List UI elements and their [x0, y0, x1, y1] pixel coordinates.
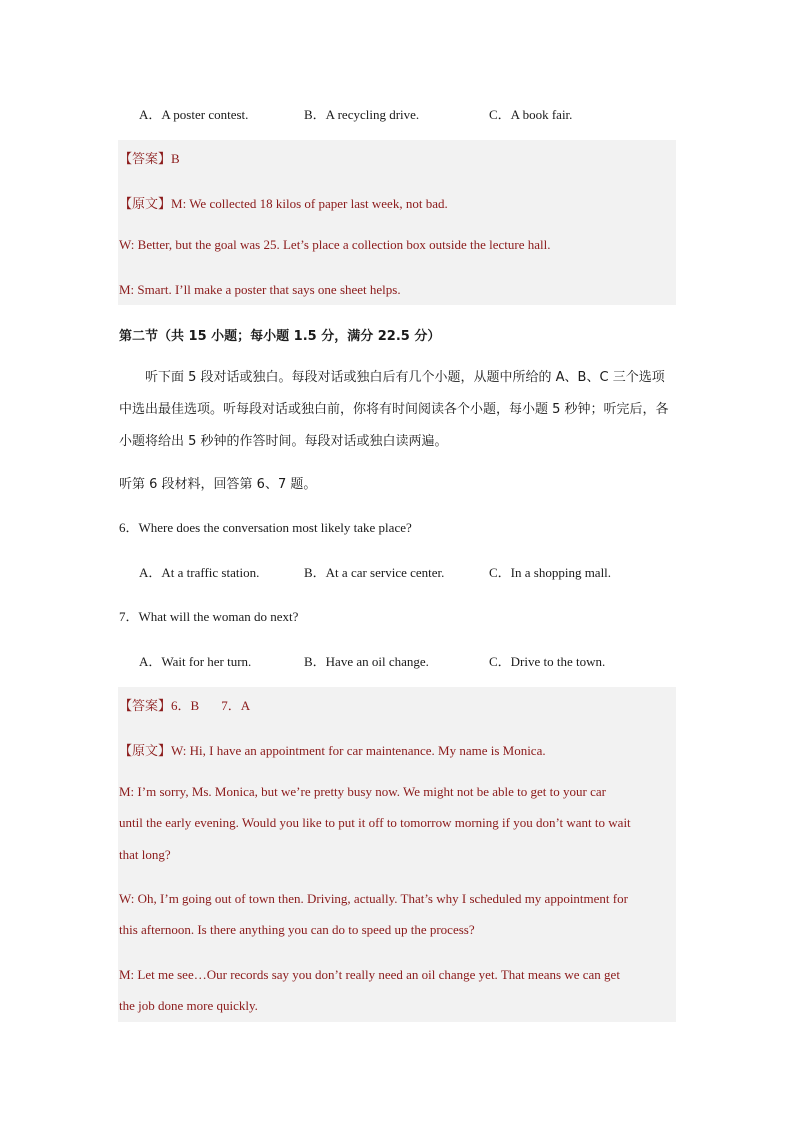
- q7-stem: 7．What will the woman do next?: [119, 609, 299, 624]
- q6-option-c: C．In a shopping mall.: [489, 565, 612, 580]
- script67-line2c: that long?: [119, 847, 171, 862]
- q5-option-a: A．A poster contest.: [139, 107, 249, 122]
- script67-line1: [119, 740, 676, 759]
- answer7-value: 7．A: [221, 698, 251, 713]
- script5-line1: [119, 193, 676, 212]
- script67-line3b: this afternoon. Is there anything you can do to speed up the process?: [119, 922, 475, 937]
- q6-option-b: B．At a car service center.: [304, 565, 445, 580]
- answer-value: B: [171, 151, 180, 166]
- q5-option-c: C．A book fair.: [489, 107, 573, 122]
- script-text: W: Hi, I have an appointment for car maintenance. My name is Monica.: [171, 743, 546, 758]
- material-intro: 听第 6 段材料，回答第 6、7 题。: [119, 477, 317, 492]
- q7-option-c: C．Drive to the town.: [489, 654, 606, 669]
- script-text: M: We collected 18 kilos of paper last week, not bad.: [171, 196, 448, 211]
- section2-heading: 第二节（共 15 小题；每小题 1.5 分，满分 22.5 分）: [119, 329, 441, 344]
- script67-line2b: until the early evening. Would you like to put it off to tomorrow morning if you don’t want to wait: [119, 815, 631, 830]
- q7-option-a: A．Wait for her turn.: [139, 654, 252, 669]
- script5-line2: W: Better, but the goal was 25. Let’s place a collection box outside the lecture hall.: [119, 237, 551, 252]
- answer67-line: [119, 695, 676, 714]
- q5-option-b: B．A recycling drive.: [304, 107, 420, 122]
- answer5-line: [119, 148, 676, 167]
- script5-line3: M: Smart. I’ll make a poster that says one sheet helps.: [119, 282, 401, 297]
- answer-tag: 【答案】: [119, 152, 172, 167]
- script67-line4b: the job done more quickly.: [119, 998, 258, 1013]
- script67-line2a: M: I’m sorry, Ms. Monica, but we’re pretty busy now. We might not be able to get to your car: [119, 784, 606, 799]
- answer6-value: 6．B: [171, 698, 200, 713]
- script67-line4a: M: Let me see…Our records say you don’t really need an oil change yet. That means we can get: [119, 967, 620, 982]
- answer-tag: 【答案】: [119, 699, 172, 714]
- section2-instructions: 听下面 5 段对话或独白。每段对话或独白后有几个小题，从题中所给的 A、B、C 三个选项中选出最佳选项。听每段对话或独白前，你将有时间阅读各个小题，每小题 5 秒钟；听完后，各小题将给出 5 秒钟的作答时间。每段对话或独白读两遍。: [119, 370, 669, 449]
- script-tag: 【原文】: [119, 744, 172, 759]
- q6-option-a: A．At a traffic station.: [139, 565, 260, 580]
- script67-line3a: W: Oh, I’m going out of town then. Driving, actually. That’s why I scheduled my appointment for: [119, 891, 628, 906]
- q7-option-b: B．Have an oil change.: [304, 654, 429, 669]
- q6-stem: 6．Where does the conversation most likely take place?: [119, 520, 412, 535]
- script-tag: 【原文】: [119, 197, 172, 212]
